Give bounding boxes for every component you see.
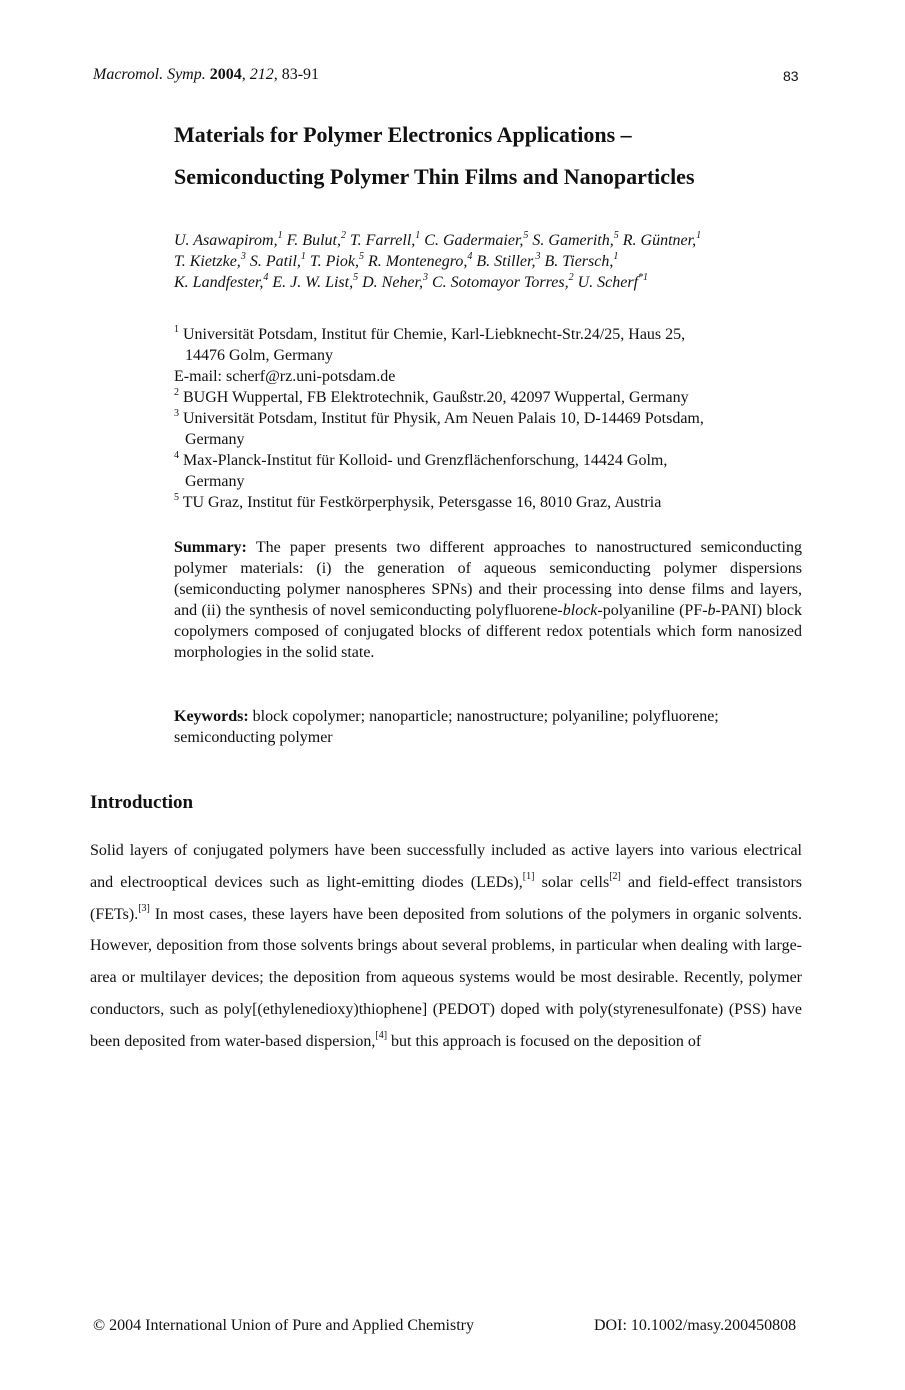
affiliation-4-cont: Germany [185,473,245,490]
affiliations [174,324,814,513]
author: T. Piok,$^5$ [309,250,364,270]
journal-pages: 83-91 [281,66,320,83]
doi: DOI: 10.1002/masy.200450808 [594,1317,797,1334]
author: R. Güntner,$^1$ [622,229,702,249]
summary: Summary: The paper presents two different approaches to nanostructured semiconducting polymer materials: (i) the generation of aqueous semiconducting polymer dispersions (semiconducting polymer nanospheres SPNs) and their processing into dense films and layers, and (ii) the synthesis of novel semiconducting polyfluorene-block-polyaniline (PF-b-PANI) block copolymers composed of conjugated blocks of different redox potentials which form nanosized morphologies in the solid state. [174,539,802,661]
affiliation-1-cont: 14476 Golm, Germany [185,347,333,364]
journal-volume-number: 212, [249,66,278,83]
author: K. Landfester,$^4$ [174,271,269,291]
author: D. Neher,$^3$ [362,271,428,291]
affiliation-3-cont: Germany [185,431,245,448]
title-line-1: Materials for Polymer Electronics Applications – [174,122,632,147]
author: T. Farrell,$^1$ [349,229,421,249]
author: R. Montenegro,$^4$ [367,250,473,270]
section-heading: Introduction [90,792,194,813]
affiliation-4: $^4$ Max-Planck-Institut für Kolloid- und Grenzflächenforschung, 14424 Golm, [174,449,668,469]
journal-volume: , [241,66,250,83]
author: U. Asawapirom,$^1$ [174,229,283,249]
journal-year: 2004 [209,66,242,83]
copyright: © 2004 International Union of Pure and Applied Chemistry [93,1317,474,1334]
affiliation-3: $^3$ Universität Potsdam, Institut für Physik, Am Neuen Palais 10, D-14469 Potsdam, [174,407,704,427]
author-line-1 [174,230,814,251]
author: E. J. W. List,$^5$ [272,271,359,291]
journal-name: Macromol. Symp. [93,66,206,83]
keywords: Keywords: block copolymer; nanoparticle; nanostructure; polyaniline; polyfluorene; semiconducting polymer [174,708,719,746]
affiliation-5: $^5$ TU Graz, Institut für Festkörperphysik, Petersgasse 16, 8010 Graz, Austria [174,491,662,511]
reference: [4] [375,1030,388,1042]
author-list [174,230,814,293]
introduction-body: Solid layers of conjugated polymers have been successfully included as active layers into various electrical and electrooptical devices such as light-emitting diodes (LEDs),[1] solar cells[2] and field-effect transistors (FETs).[3] In most cases, these layers have been deposited from solutions of the polymers in organic solvents. However, deposition from those solvents brings about several problems, in particular when dealing with large-area or multilayer devices; the deposition from aqueous systems would be most desirable. Recently, polymer conductors, such as poly[(ethylenedioxy)thiophene] (PEDOT) doped with poly(styrenesulfonate) (PSS) have been deposited from water-based dispersion,[4] but this approach is focused on the deposition of [90,842,803,1050]
reference: [1] [522,871,535,883]
reference: [3] [138,903,150,915]
reference: [2] [609,871,621,883]
email: E-mail: scherf@rz.uni-potsdam.de [174,368,396,385]
keywords-label: Keywords: [174,708,249,725]
journal-citation [93,66,319,84]
author: B. Stiller,$^3$ [476,250,541,270]
author: S. Patil,$^1$ [249,250,306,270]
author: C. Gadermaier,$^5$ [424,229,529,249]
title-line-2: Semiconducting Polymer Thin Films and Nanoparticles [174,164,695,189]
author: B. Tiersch,$^1$ [544,250,619,270]
summary-label: Summary: [174,539,247,556]
author: C. Sotomayor Torres,$^2$ [431,271,574,291]
affiliation-2: $^2$ BUGH Wuppertal, FB Elektrotechnik, Gaußstr.20, 42097 Wuppertal, Germany [174,386,689,406]
affiliation-1: $^1$ Universität Potsdam, Institut für Chemie, Karl-Liebknecht-Str.24/25, Haus 25, [174,323,686,343]
page-number: 83 [783,68,799,84]
author-line-2 [174,251,814,272]
author: S. Gamerith,$^5$ [532,229,619,249]
author: F. Bulut,$^2$ [286,229,346,249]
author-line-3 [174,272,814,293]
paper-title [174,114,814,198]
author: T. Kietzke,$^3$ [174,250,246,270]
author: U. Scherf$^{*1}$ [577,271,649,291]
